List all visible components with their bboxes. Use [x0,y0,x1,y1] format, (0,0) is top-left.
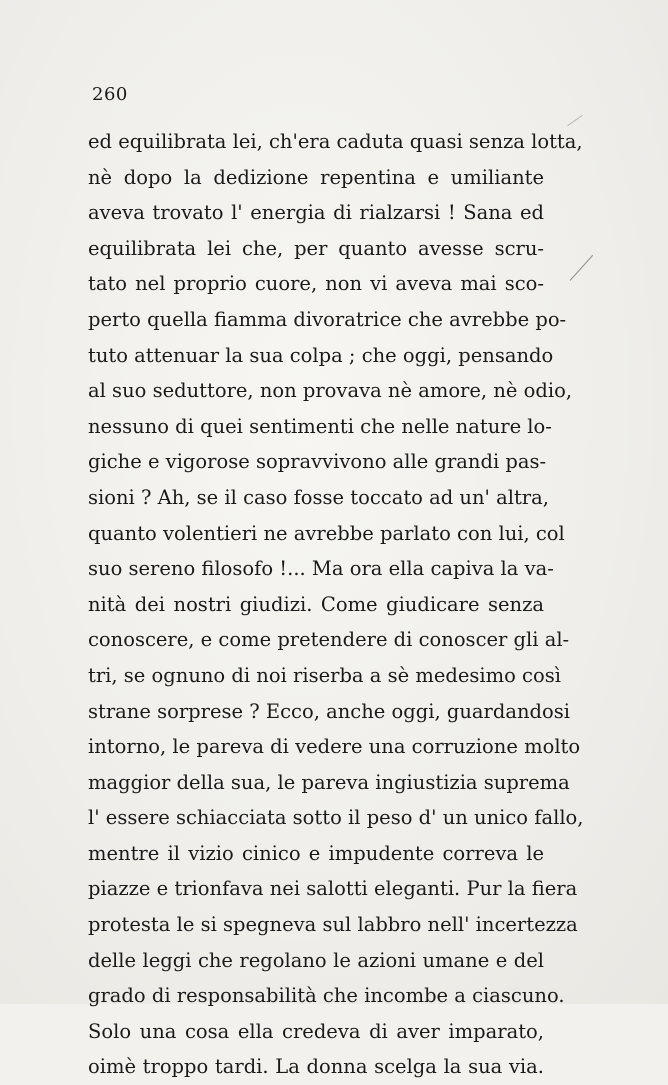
text-line: delle leggi che regolano le azioni umane e del [88,948,544,972]
text-line: intorno, le pareva di vedere una corruzione molto [88,735,581,759]
text-line: conoscere, e come pretendere di conoscer gli al- [88,628,570,652]
text-line: Solo una cosa ella credeva di aver imparato, [88,1019,544,1043]
text-line: equilibrata lei che, per quanto avesse scru- [88,236,544,260]
text-line: l' essere schiacciata sotto il peso d' un unico fallo, [88,806,584,830]
text-line: grado di responsabilità che incombe a ciascuno. [88,984,565,1008]
page-number: 260 [92,84,128,105]
text-line: oimè troppo tardi. La donna scelga la sua via. [88,1055,544,1079]
text-line: aveva trovato l' energia di rialzarsi ! Sana ed [88,201,544,225]
text-line: tri, se ognuno di noi riserba a sè medesimo così [88,663,561,687]
text-line: nessuno di quei sentimenti che nelle nature lo- [88,414,552,438]
text-line: nè dopo la dedizione repentina e umiliante [88,165,544,189]
text-line: ed equilibrata lei, ch'era caduta quasi senza lotta, [88,130,583,153]
text-line: giche e vigorose sopravvivono alle grandi pas- [88,450,547,474]
text-line: mentre il vizio cinico e impudente correva le [88,841,544,865]
text-line: strane sorprese ? Ecco, anche oggi, guardandosi [88,699,570,723]
text-line: quanto volentieri ne avrebbe parlato con lui, col [88,521,565,545]
text-line: piazze e trionfava nei salotti eleganti. Pur la fiera [88,877,578,901]
text-line: tato nel proprio cuore, non vi aveva mai sco- [88,272,544,296]
text-line: maggior della sua, le pareva ingiustizia suprema [88,770,570,794]
text-line: nità dei nostri giudizi. Come giudicare senza [88,592,544,616]
text-line: protesta le si spegneva sul labbro nell' incertezza [88,913,578,937]
text-line: suo sereno filosofo !... Ma ora ella capiva la va- [88,557,554,581]
body-text [88,124,584,1085]
paper-scratch-mark [570,255,593,281]
paper-scratch-mark [567,115,582,126]
text-line: al suo seduttore, non provava nè amore, nè odio, [88,379,573,403]
text-line: tuto attenuar la sua colpa ; che oggi, pensando [88,343,554,367]
text-line: sioni ? Ah, se il caso fosse toccato ad un' altra, [88,485,549,509]
text-line: perto quella fiamma divoratrice che avrebbe po- [88,307,567,331]
